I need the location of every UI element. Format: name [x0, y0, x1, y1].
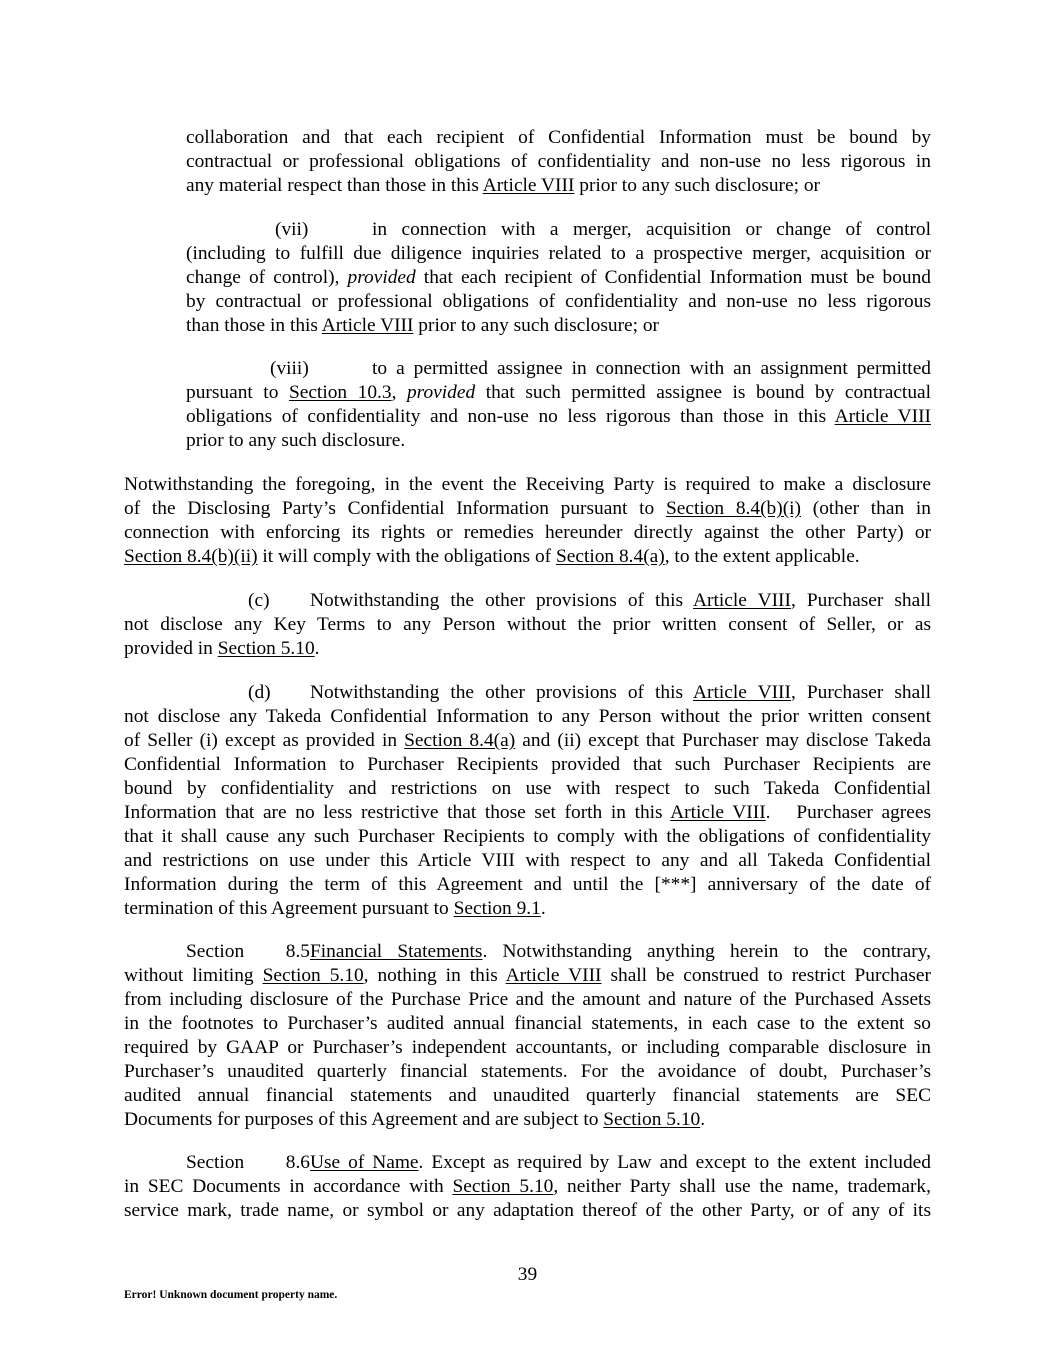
cross-reference-link[interactable]: Article VIII — [482, 175, 575, 196]
text-line: not disclose any Takeda Confidential Information to any Person without the prior written consent — [124, 706, 931, 727]
text-line: by contractual or professional obligations of confidentiality and non-use no less rigorous — [186, 291, 931, 312]
text-line: bound by confidentiality and restrictions on use with respect to such Takeda Confidential — [124, 778, 931, 799]
cross-reference-link[interactable]: Section 9.1 — [453, 898, 541, 919]
cross-reference-link[interactable]: Section 8.4(a) — [555, 546, 665, 567]
text-line: that it shall cause any such Purchaser Recipients to comply with the obligations of confidentiality — [124, 826, 931, 847]
clause-vii — [186, 218, 931, 338]
clause-continuation — [186, 126, 931, 198]
text-line: required by GAAP or Purchaser’s independent accountants, or including comparable disclosure in — [124, 1037, 931, 1058]
text-line: Section 8.5Financial Statements. Notwithstanding anything herein to the contrary, — [186, 941, 932, 962]
cross-reference-link[interactable]: Article VIII — [834, 406, 931, 427]
cross-reference-link[interactable]: Section 8.4(b)(i) — [665, 498, 802, 519]
cross-reference-link[interactable]: Section 8.4(b)(ii) — [124, 546, 258, 567]
cross-reference-link[interactable]: Section 5.10 — [217, 638, 315, 659]
clause-c — [124, 589, 931, 661]
clause-viii — [186, 357, 931, 453]
text-line: (d) Notwithstanding the other provisions of this Article VIII, Purchaser shall — [248, 682, 931, 703]
section-8-6 — [124, 1151, 931, 1223]
clause-number: (vii) — [275, 219, 309, 240]
cross-reference-link[interactable]: Article VIII — [505, 965, 602, 986]
cross-reference-link[interactable]: Article VIII — [693, 682, 791, 703]
text-line: pursuant to Section 10.3, provided that such permitted assignee is bound by contractual — [186, 382, 932, 403]
text-line: in the footnotes to Purchaser’s audited annual financial statements, in each case to the extent so — [124, 1013, 931, 1034]
text-line: of the Disclosing Party’s Confidential Information pursuant to Section 8.4(b)(i) (other than in — [124, 498, 931, 519]
cross-reference-link[interactable]: Section 5.10 — [452, 1176, 554, 1197]
section-8-5 — [124, 940, 931, 1132]
text-line: obligations of confidentiality and non-use no less rigorous than those in this Article VIII — [186, 406, 931, 427]
notwithstanding-paragraph — [124, 473, 931, 569]
text-line: Section 8.4(b)(ii) it will comply with the obligations of Section 8.4(a), to the extent applicable. — [124, 546, 860, 567]
footer-note: Error! Unknown document property name. — [124, 1289, 338, 1301]
text-line: (including to fulfill due diligence inquiries related to a prospective merger, acquisition or — [186, 243, 931, 264]
cross-reference-link[interactable]: Article VIII — [321, 315, 414, 336]
cross-reference-link[interactable]: Section 8.4(a) — [404, 730, 516, 751]
text-line: provided in Section 5.10. — [124, 638, 320, 659]
text-line: connection with enforcing its rights or remedies hereunder directly against the other Party) or — [124, 522, 931, 543]
text-line: prior to any such disclosure. — [186, 430, 406, 451]
text-line: and restrictions on use under this Article VIII with respect to any and all Takeda Confidential — [124, 850, 931, 871]
text-line: of Seller (i) except as provided in Section 8.4(a) and (ii) except that Purchaser may disclose Takeda — [124, 730, 931, 751]
text-line: (viii) to a permitted assignee in connection with an assignment permitted — [270, 358, 931, 379]
text-line: than those in this Article VIII prior to any such disclosure; or — [186, 315, 660, 336]
section-title: Financial Statements — [310, 941, 483, 962]
cross-reference-link[interactable]: Section 5.10 — [262, 965, 364, 986]
text-line: Documents for purposes of this Agreement and are subject to Section 5.10. — [124, 1109, 706, 1130]
section-number: Section 8.6 — [186, 1152, 310, 1173]
text-line: audited annual financial statements and unaudited quarterly financial statements are SEC — [124, 1085, 931, 1106]
section-number: Section 8.5 — [186, 941, 310, 962]
text-line: Notwithstanding the foregoing, in the event the Receiving Party is required to make a disclosure — [124, 474, 931, 495]
text-line: collaboration and that each recipient of Confidential Information must be bound by — [186, 127, 931, 148]
text-line: not disclose any Key Terms to any Person without the prior written consent of Seller, or as — [124, 614, 931, 635]
cross-reference-link[interactable]: Section 5.10 — [603, 1109, 701, 1130]
cross-reference-link[interactable]: Article VIII — [670, 802, 766, 823]
text-line: in SEC Documents in accordance with Section 5.10, neither Party shall use the name, trademark, — [124, 1176, 931, 1197]
text-line: Purchaser’s unaudited quarterly financial statements. For the avoidance of doubt, Purchaser’s — [124, 1061, 931, 1082]
page-number: 39 — [517, 1264, 538, 1285]
text-line: without limiting Section 5.10, nothing in this Article VIII shall be construed to restrict Purchaser — [124, 965, 931, 986]
text-line: Information that are no less restrictive that those set forth in this Article VIII. Purchaser agrees — [124, 802, 932, 823]
text-line: any material respect than those in this Article VIII prior to any such disclosure; or — [186, 175, 820, 196]
text-line: from including disclosure of the Purchase Price and the amount and nature of the Purchased Assets — [124, 989, 931, 1010]
clause-d — [124, 681, 931, 921]
text-line: contractual or professional obligations of confidentiality and non-use no less rigorous in — [186, 151, 931, 172]
text-line: Section 8.6Use of Name. Except as required by Law and except to the extent included — [186, 1152, 931, 1173]
text-line: (c) Notwithstanding the other provisions of this Article VIII, Purchaser shall — [248, 590, 931, 611]
text-line: change of control), provided that each recipient of Confidential Information must be bound — [186, 267, 931, 288]
clause-number: (c) — [248, 590, 270, 611]
text-line: service mark, trade name, or symbol or any adaptation thereof of the other Party, or of any of its — [124, 1200, 931, 1221]
text-line: Information during the term of this Agreement and until the [***] anniversary of the date of — [124, 874, 931, 895]
cross-reference-link[interactable]: Section 10.3 — [288, 382, 392, 403]
cross-reference-link[interactable]: Article VIII — [693, 590, 791, 611]
text-line: (vii) in connection with a merger, acquisition or change of control — [275, 219, 931, 240]
text-line: termination of this Agreement pursuant to Section 9.1. — [124, 898, 546, 919]
text-line: Confidential Information to Purchaser Recipients provided that such Purchaser Recipients are — [124, 754, 931, 775]
clause-number: (viii) — [270, 358, 309, 379]
clause-number: (d) — [248, 682, 271, 703]
section-title: Use of Name — [310, 1152, 419, 1173]
